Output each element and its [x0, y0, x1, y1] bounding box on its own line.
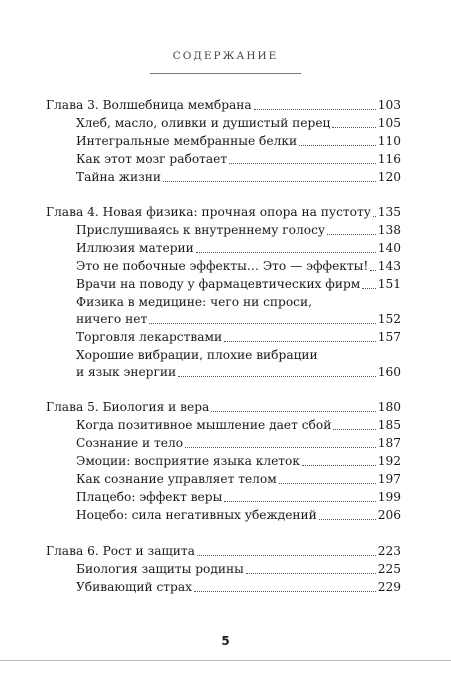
toc-section [76, 241, 401, 256]
toc-entry-title: Интегральные мембранные белки [76, 134, 298, 148]
page-number: 5 [221, 634, 230, 648]
toc-chapter [46, 544, 401, 559]
dot-leader [332, 116, 375, 128]
dot-leader [185, 436, 376, 448]
toc-entry-title: Как этот мозг работает [76, 152, 228, 166]
toc-page-number: 116 [377, 152, 401, 166]
toc-entry-title: Хлеб, масло, оливки и душистый перец [76, 116, 331, 130]
toc-chapter [46, 205, 401, 220]
toc-page-number: 180 [377, 400, 401, 414]
toc-page-number: 135 [377, 205, 401, 219]
dot-leader [197, 544, 376, 556]
dot-leader [319, 508, 376, 520]
toc-page-number: 143 [377, 259, 401, 273]
toc-page-number: 120 [377, 170, 401, 184]
toc-page-number: 225 [377, 562, 401, 576]
toc-chapter [46, 98, 401, 113]
toc-section [76, 134, 401, 149]
dot-leader [246, 562, 376, 574]
toc-page-number: 229 [377, 580, 401, 594]
toc-section [76, 170, 401, 185]
toc-section [76, 508, 401, 523]
toc-page-number: 192 [377, 454, 401, 468]
toc-page-number: 110 [377, 134, 401, 148]
toc-section [76, 436, 401, 451]
toc-section [76, 259, 401, 274]
toc-page-number: 151 [377, 277, 401, 291]
toc-entry-title: Это не побочные эффекты… Это — эффекты! [76, 259, 369, 273]
toc-entry-title: Убивающий страх [76, 580, 192, 594]
toc-entry-title: Когда позитивное мышление дает сбой [76, 418, 332, 432]
dot-leader [194, 580, 376, 592]
page-edge-line [0, 660, 451, 661]
toc-page-number: 199 [377, 490, 401, 504]
toc-entry-title: Глава 4. Новая физика: прочная опора на пустоту [46, 205, 371, 219]
toc-entry-title: Тайна жизни [76, 170, 162, 184]
dot-leader [229, 152, 376, 164]
toc-page-number: 187 [377, 436, 401, 450]
toc-section [76, 580, 401, 595]
toc-entry-title: Врачи на поводу у фармацевтических фирм [76, 277, 361, 291]
dot-leader [373, 205, 376, 217]
toc-entry-title: Глава 6. Рост и защита [46, 544, 195, 558]
dot-leader [302, 454, 376, 466]
toc-entry-title: Биология защиты родины [76, 562, 244, 576]
toc-page-number: 160 [377, 365, 401, 379]
toc-entry-title: Как сознание управляет телом [76, 472, 277, 486]
dot-leader [196, 241, 376, 253]
toc-page-number: 138 [377, 223, 401, 237]
toc-entry-title: Глава 5. Биология и вера [46, 400, 210, 414]
toc-entry-title-line1: Физика в медицине: чего ни спроси, [76, 295, 312, 309]
toc-section [76, 418, 401, 433]
toc-section [76, 454, 401, 469]
dot-leader [279, 472, 376, 484]
toc-page-number: 103 [377, 98, 401, 112]
toc-section [76, 562, 401, 577]
toc-entry-title-line1: Хорошие вибрации, плохие вибрации [76, 348, 318, 362]
toc-entry-title: Плацебо: эффект веры [76, 490, 223, 504]
toc-entry-title: Прислушиваясь к внутреннему голосу [76, 223, 326, 237]
dot-leader [163, 170, 376, 182]
toc-entry-title: Сознание и тело [76, 436, 184, 450]
toc-page-number: 185 [377, 418, 401, 432]
dot-leader [178, 365, 376, 377]
toc-page-number: 152 [377, 312, 401, 326]
toc-entry-title: ничего нет [76, 312, 148, 326]
toc-chapter [46, 400, 401, 415]
toc-entry-title: Эмоции: восприятие языка клеток [76, 454, 300, 468]
dot-leader [211, 400, 375, 412]
toc-page-number: 157 [377, 330, 401, 344]
toc-page-number: 140 [377, 241, 401, 255]
toc-entry-title: Иллюзия материи [76, 241, 194, 255]
toc-entry-title: и язык энергии [76, 365, 177, 379]
page-title: СОДЕРЖАНИЕ [172, 50, 279, 62]
toc-section [76, 365, 401, 380]
toc-page-number: 206 [377, 508, 401, 522]
toc-section [76, 152, 401, 167]
dot-leader [299, 134, 376, 146]
toc-section [76, 490, 401, 505]
toc-entry-title: Ноцебо: сила негативных убеждений [76, 508, 317, 522]
dot-leader [333, 418, 375, 430]
dot-leader [224, 330, 376, 342]
toc-section [76, 312, 401, 327]
toc-page-number: 223 [377, 544, 401, 558]
toc-section [76, 330, 401, 345]
dot-leader [254, 98, 376, 110]
dot-leader [370, 259, 375, 271]
dot-leader [149, 312, 376, 324]
toc-page-number: 197 [377, 472, 401, 486]
toc-entry-title: Глава 3. Волшебница мембрана [46, 98, 252, 112]
title-rule [150, 73, 301, 74]
toc-page-number: 105 [377, 116, 401, 130]
toc-section [76, 472, 401, 487]
toc-section [76, 116, 401, 131]
toc-entry-title: Торговля лекарствами [76, 330, 223, 344]
dot-leader [327, 223, 376, 235]
toc-section [76, 277, 401, 292]
dot-leader [224, 490, 375, 502]
dot-leader [362, 277, 375, 289]
toc-section [76, 223, 401, 238]
